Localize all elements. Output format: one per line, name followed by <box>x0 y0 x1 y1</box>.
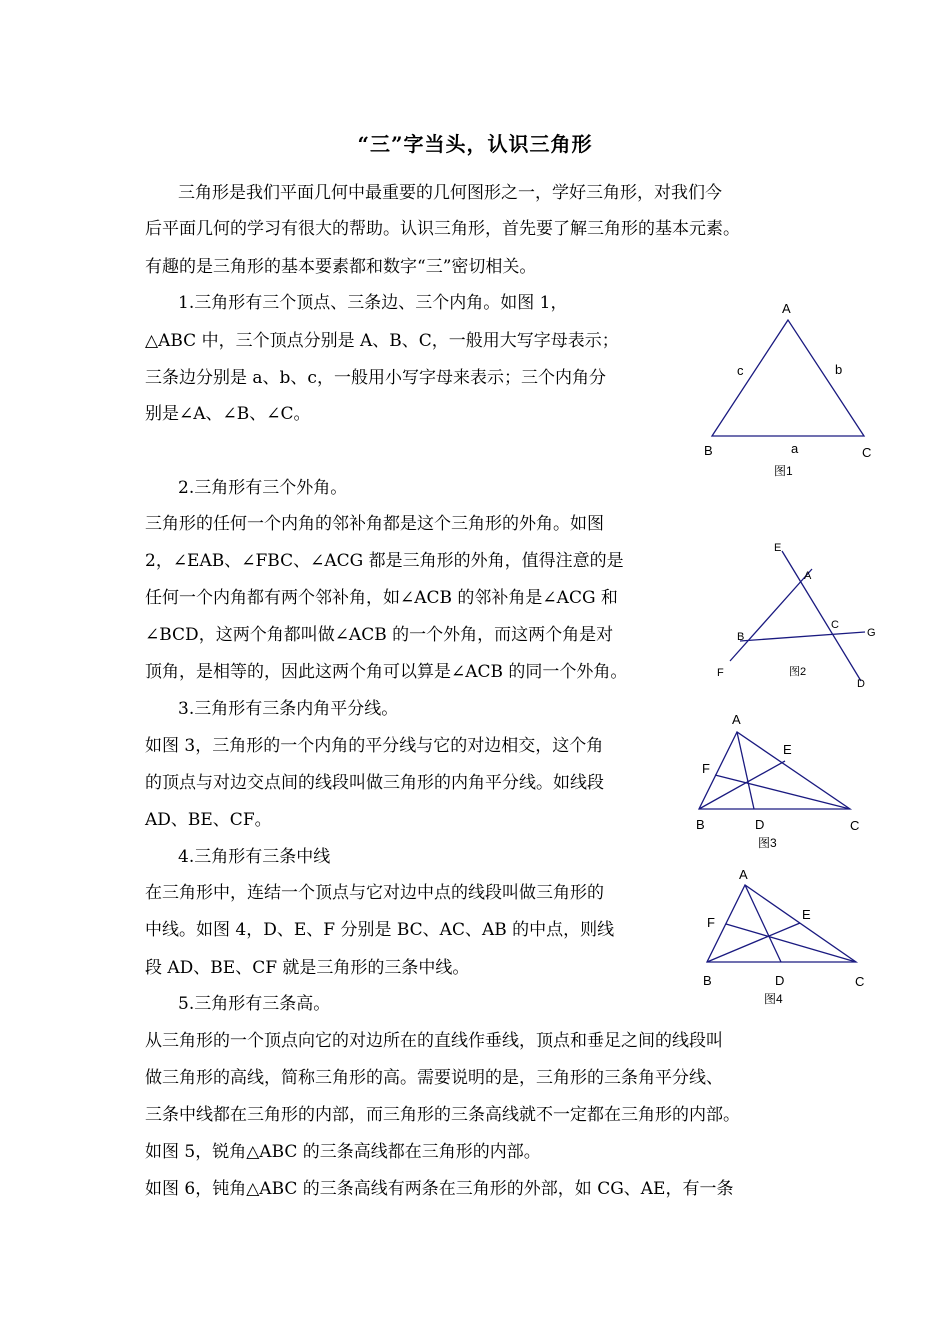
vertex-label-b: B <box>704 443 713 458</box>
text-line: 1.三角形有三个顶点、三条边、三个内角。如图 1， <box>178 293 568 313</box>
text-line: 中线。如图 4，D、E、F 分别是 BC、AC、AB 的中点，则线 <box>145 920 615 940</box>
line-bcg <box>740 632 865 641</box>
point-label-b: B <box>696 817 705 832</box>
text-line: 三角形的任何一个内角的邻补角都是这个三角形的外角。如图 <box>145 514 604 534</box>
text-line: 任何一个内角都有两个邻补角，如∠ACB 的邻补角是∠ACG 和 <box>145 588 618 608</box>
point-label-d: D <box>755 817 765 832</box>
bisector-ad <box>737 732 754 809</box>
figure-caption: 图1 <box>774 464 793 478</box>
point-label-a: A <box>732 712 741 727</box>
text-line: 别是∠A、∠B、∠C。 <box>145 404 311 424</box>
section-heading: 2.三角形有三个外角。 <box>178 478 348 498</box>
triangle-abc <box>712 320 864 436</box>
text-line: 如图 5，锐角△ABC 的三条高线都在三角形的内部。 <box>145 1142 541 1162</box>
point-label-c: C <box>850 818 860 833</box>
text-line: 做三角形的高线，简称三角形的高。需要说明的是，三角形的三条角平分线、 <box>145 1068 723 1088</box>
figure-1 <box>690 295 890 485</box>
text-line: 段 AD、BE、CF 就是三角形的三条中线。 <box>145 958 470 978</box>
text-line: 如图 3，三角形的一个内角的平分线与它的对边相交，这个角 <box>145 736 604 756</box>
point-label-g: G <box>867 627 876 639</box>
text-line: ∠BCD，这两个角都叫做∠ACB 的一个外角，而这两个角是对 <box>145 625 614 645</box>
line-afb <box>730 569 812 661</box>
median-cf <box>726 924 856 962</box>
figure-3 <box>690 708 880 858</box>
text-line: 后平面几何的学习有很大的帮助。认识三角形，首先要了解三角形的基本元素。 <box>145 219 740 239</box>
section-heading: 3.三角形有三条内角平分线。 <box>178 699 399 719</box>
point-label-f: F <box>702 761 710 776</box>
triangle-abc <box>707 885 856 962</box>
point-label-c: C <box>855 974 865 989</box>
text-line: 三条中线都在三角形的内部，而三角形的三条高线就不一定都在三角形的内部。 <box>145 1105 740 1125</box>
text-line: 的顶点与对边交点间的线段叫做三角形的内角平分线。如线段 <box>145 773 604 793</box>
side-label-b: b <box>835 362 843 377</box>
point-label-d: D <box>775 973 785 988</box>
text-line: 2，∠EAB、∠FBC、∠ACG 都是三角形的外角，值得注意的是 <box>145 551 624 571</box>
text-line: 顶角，是相等的，因此这两个角可以算是∠ACB 的同一个外角。 <box>145 662 628 682</box>
vertex-label-c: C <box>862 445 872 460</box>
point-label-d: D <box>857 678 865 690</box>
triangle-abc <box>699 732 850 809</box>
point-label-f: F <box>707 915 715 930</box>
figure-caption: 图4 <box>764 992 783 1006</box>
vertex-label-a: A <box>782 301 791 316</box>
text-line: AD、BE、CF。 <box>145 810 272 830</box>
bisector-be <box>699 761 785 809</box>
point-label-b: B <box>703 973 712 988</box>
text-line: △ABC 中，三个顶点分别是 A、B、C，一般用大写字母表示； <box>145 331 619 351</box>
text-line: 有趣的是三角形的基本要素都和数字“三”密切相关。 <box>145 257 537 277</box>
figure-caption: 图2 <box>789 666 807 678</box>
point-label-e: E <box>774 542 782 554</box>
side-label-a: a <box>791 441 799 456</box>
section-heading: 5.三角形有三条高。 <box>178 994 331 1014</box>
point-label-e: E <box>802 907 811 922</box>
point-label-e: E <box>783 742 792 757</box>
point-label-f: F <box>717 667 724 679</box>
figure-4 <box>695 864 885 1014</box>
text-line: 如图 6，钝角△ABC 的三条高线有两条在三角形的外部，如 CG、AE，有一条 <box>145 1179 734 1199</box>
section-heading: 4.三角形有三条中线 <box>178 847 331 867</box>
side-label-c: c <box>737 363 744 378</box>
figure-2 <box>705 535 890 695</box>
line-ead <box>782 551 861 681</box>
text-line: 三条边分别是 a、b、c，一般用小写字母来表示；三个内角分 <box>145 368 606 388</box>
point-label-b: B <box>737 631 745 643</box>
point-label-a: A <box>804 570 812 582</box>
text-line: 三角形是我们平面几何中最重要的几何图形之一，学好三角形，对我们今 <box>178 183 722 203</box>
median-be <box>707 923 800 962</box>
document-title: “三”字当头，认识三角形 <box>357 132 593 156</box>
text-line: 从三角形的一个顶点向它的对边所在的直线作垂线，顶点和垂足之间的线段叫 <box>145 1031 723 1051</box>
point-label-a: A <box>739 867 748 882</box>
text-line: 在三角形中，连结一个顶点与它对边中点的线段叫做三角形的 <box>145 883 604 903</box>
bisector-cf <box>715 775 850 809</box>
figure-caption: 图3 <box>758 836 777 850</box>
median-ad <box>745 885 781 962</box>
point-label-c: C <box>831 619 839 631</box>
